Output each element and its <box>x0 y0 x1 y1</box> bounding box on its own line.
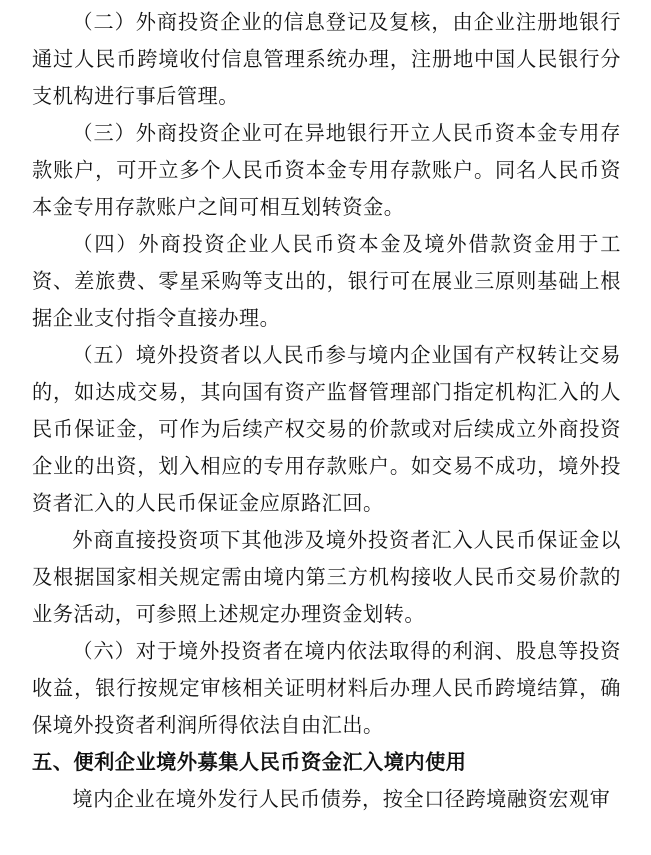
paragraph-trailing: 境内企业在境外发行人民币债券，按全口径跨境融资宏观审 <box>72 787 611 811</box>
section-heading: 五、便利企业境外募集人民币资金汇入境内使用 <box>32 750 467 774</box>
paragraph-fdi-margin: 外商直接投资项下其他涉及境外投资者汇入人民币保证金以及根据国家相关规定需由境内第三方机构接收人民币交易价款的业务活动，可参照上述规定办理资金划转。 <box>32 528 621 626</box>
paragraph-item-6: （六）对于境外投资者在境内依法取得的利润、股息等投资收益，银行按规定审核相关证明材料后办理人民币跨境结算，确保境外投资者利润所得依法自由汇出。 <box>32 639 621 737</box>
paragraph-item-2: （二）外商投资企业的信息登记及复核，由企业注册地银行通过人民币跨境收付信息管理系统办理，注册地中国人民银行分支机构进行事后管理。 <box>32 10 621 108</box>
paragraph-item-4: （四）外商投资企业人民币资本金及境外借款资金用于工资、差旅费、零星采购等支出的，银行可在展业三原则基础上根据企业支付指令直接办理。 <box>32 232 621 330</box>
paragraph-item-5: （五）境外投资者以人民币参与境内企业国有产权转让交易的，如达成交易，其向国有资产监督管理部门指定机构汇入的人民币保证金，可作为后续产权交易的价款或对后续成立外商投资企业的出资，划入相应的专用存款账户。如交易不成功，境外投资者汇入的人民币保证金应原路汇回。 <box>32 343 621 515</box>
paragraph-item-3: （三）外商投资企业可在异地银行开立人民币资本金专用存款账户，可开立多个人民币资本金专用存款账户。同名人民币资本金专用存款账户之间可相互划转资金。 <box>32 121 621 219</box>
